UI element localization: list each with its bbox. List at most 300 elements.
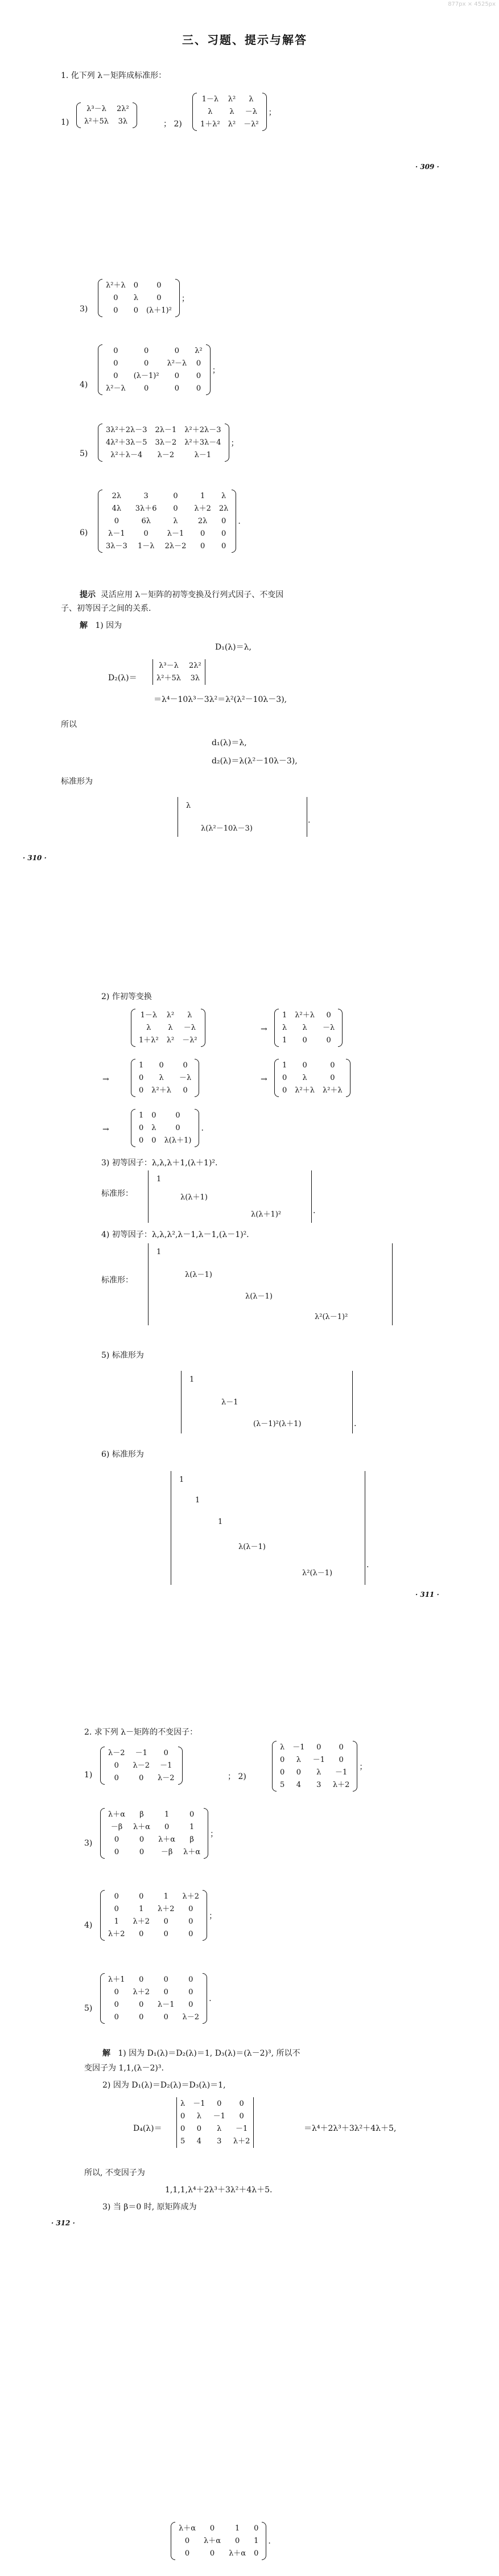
- period: .: [354, 1419, 357, 1428]
- punctuation: ；: [181, 294, 189, 303]
- std6-entry: λ(λ－1): [238, 1543, 266, 1551]
- hint-label: 提示: [80, 590, 96, 599]
- matrix-entry: 0: [296, 1768, 302, 1777]
- matrix-entry: 0: [221, 542, 226, 550]
- left-bracket: [100, 1890, 105, 1941]
- left-bracket: [100, 1808, 105, 1859]
- matrix-entry: λ: [159, 1074, 164, 1082]
- p2-solution-1: [102, 2048, 300, 2059]
- p1-m4-label: 4): [80, 380, 88, 389]
- matrix-entry: 0: [282, 1086, 287, 1095]
- matrix-entry: 0: [114, 2000, 119, 2009]
- matrix-entry: 0: [163, 2013, 168, 2022]
- matrix-entry: 0: [180, 2125, 185, 2133]
- matrix-entry: 0: [221, 517, 226, 525]
- solution-label: 解: [80, 621, 88, 630]
- matrix-entry: 1＋λ²: [139, 1036, 159, 1045]
- matrix-entry: －λ: [179, 1074, 192, 1082]
- matrix-entry: λ²: [166, 1036, 175, 1045]
- matrix-cells: [105, 1973, 203, 2024]
- matrix-entry: 0: [234, 2537, 240, 2545]
- hint-text-2: 子、初等因子之间的关系.: [61, 604, 151, 613]
- problem2-stem: 2. 求下列 λ－矩阵的不变因子：: [84, 1728, 198, 1737]
- right-bracket: [253, 2097, 254, 2148]
- matrix-entry: 0: [139, 1975, 144, 1984]
- std6-entry: 1: [218, 1518, 223, 1526]
- std-matrix-6: [171, 1471, 365, 1585]
- p2-so-label: 所以, 不变因子为: [84, 2168, 145, 2178]
- matrix-cells: [135, 1109, 195, 1147]
- matrix-entry: 0: [164, 1823, 170, 1831]
- matrix-entry: 3: [217, 2137, 222, 2146]
- matrix-cells: [105, 1808, 204, 1859]
- matrix-entry: λ－2: [133, 1761, 150, 1770]
- matrix-entry: 0: [174, 384, 180, 393]
- problem1-stem: 1. 化下列 λ－矩阵成标准形：: [61, 71, 167, 80]
- matrix-entry: 0: [188, 1917, 193, 1926]
- matrix-entry: 0: [139, 1086, 144, 1095]
- matrix-entry: λ－2: [157, 451, 175, 459]
- matrix-entry: 0: [175, 1111, 180, 1120]
- hint-text: 灵活应用 λ－矩阵的初等变换及行列式因子、不变因: [100, 590, 284, 599]
- p1-matrix-3: [98, 279, 189, 317]
- matrix-entry: 0: [188, 1988, 193, 1996]
- matrix-entry: 0: [196, 2125, 202, 2133]
- left-bracket: [171, 2522, 175, 2560]
- matrix-entry: 4λ: [112, 504, 122, 513]
- matrix-entry: 0: [339, 1756, 344, 1764]
- punctuation: .: [209, 1994, 212, 2003]
- matrix-entry: －1: [213, 2112, 225, 2121]
- matrix-entry: 0: [144, 347, 149, 355]
- matrix-entry: －1: [292, 1743, 305, 1752]
- matrix-entry: λ: [302, 1024, 307, 1032]
- matrix-entry: 0: [326, 1011, 331, 1020]
- page-number-309: · 309 ·: [415, 163, 439, 171]
- matrix-entry: λ: [196, 2112, 202, 2121]
- p1-matrix-1: [76, 102, 137, 128]
- matrix-entry: 0: [189, 1810, 195, 1819]
- transform-matrix-b: [274, 1009, 343, 1047]
- matrix-entry: λ(λ＋1): [164, 1136, 192, 1145]
- eq-d1: D₁(λ)＝λ,: [215, 643, 251, 652]
- matrix-entry: λ: [249, 95, 254, 104]
- matrix-entry: 0: [188, 2000, 193, 2009]
- punctuation: ；: [268, 108, 277, 117]
- matrix-entry: 0: [114, 1892, 119, 1901]
- matrix-entry: 0: [282, 1074, 287, 1082]
- eq-d4-determinant: [176, 2097, 254, 2148]
- matrix-entry: 0: [163, 1930, 168, 1938]
- matrix-cells: [277, 1741, 353, 1792]
- right-bracket: [232, 490, 236, 553]
- matrix-entry: λ－2: [108, 1749, 125, 1757]
- matrix-entry: 0: [151, 1136, 156, 1145]
- std4-entry: λ²(λ－1)²: [315, 1313, 348, 1321]
- p2-beta-zero-matrix: [171, 2522, 271, 2560]
- matrix-entry: λ²＋2λ－3: [184, 426, 221, 434]
- matrix-entry: 3: [143, 492, 149, 500]
- matrix-entry: λ－1: [108, 529, 125, 538]
- matrix-entry: 2λ²: [116, 105, 129, 113]
- matrix-entry: 2λ²: [188, 662, 201, 670]
- matrix-entry: λ²＋5λ: [84, 117, 109, 126]
- matrix-cells: [102, 490, 232, 553]
- matrix-entry: λ²＋λ: [106, 281, 126, 290]
- matrix-cells: [102, 424, 225, 462]
- matrix-entry: λ²: [195, 347, 203, 355]
- matrix-cells: [279, 1059, 346, 1097]
- matrix-entry: λ: [180, 2100, 185, 2108]
- right-bracket: [206, 344, 211, 395]
- matrix-entry: 1: [114, 1917, 119, 1926]
- period: .: [308, 816, 311, 825]
- left-bracket: [76, 102, 81, 128]
- matrix-entry: 0: [302, 1061, 307, 1070]
- p2-m3-label: 3): [84, 1839, 93, 1848]
- matrix-entry: λ²＋5λ: [156, 674, 181, 683]
- matrix-entry: λ: [217, 2125, 222, 2133]
- matrix-entry: λ²: [166, 1011, 175, 1020]
- matrix-entry: 0: [217, 2100, 222, 2108]
- matrix-entry: 1: [282, 1036, 287, 1045]
- matrix-entry: λ²－λ: [167, 359, 187, 368]
- matrix-entry: 0: [133, 306, 138, 315]
- std3-entry: λ(λ＋1)²: [251, 1210, 282, 1219]
- punctuation: ；: [212, 365, 220, 375]
- matrix-entry: 0: [188, 1930, 193, 1938]
- matrix-cells: [177, 2097, 253, 2148]
- matrix-entry: λ²＋λ－4: [110, 451, 143, 459]
- matrix-entry: 0: [139, 1848, 145, 1856]
- right-bracket: [175, 279, 180, 317]
- page-number-312: · 312 ·: [51, 2219, 75, 2227]
- punctuation: .: [268, 2536, 271, 2546]
- matrix-entry: 0: [156, 281, 162, 290]
- punctuation: ；: [210, 1829, 218, 1839]
- section-title: 三、习题、提示与解答: [182, 33, 307, 47]
- std-matrix-5: [181, 1371, 353, 1433]
- matrix-entry: 0: [139, 1930, 144, 1938]
- matrix-entry: －1: [335, 1768, 348, 1777]
- matrix-entry: 0: [113, 347, 118, 355]
- matrix-entry: λ＋2: [133, 1988, 150, 1996]
- matrix-entry: 0: [159, 1061, 164, 1070]
- matrix-entry: 3λ－3: [106, 542, 127, 550]
- left-bracket: [98, 490, 102, 553]
- matrix-entry: 0: [196, 359, 201, 368]
- matrix-entry: λ＋2: [332, 1781, 350, 1789]
- matrix-entry: 0: [139, 1136, 144, 1145]
- matrix-entry: λ²＋λ: [151, 1086, 171, 1095]
- sol2-intro: 2) 作初等变换: [101, 992, 152, 1001]
- punctuation: ；: [209, 1911, 217, 1921]
- matrix-entry: λ: [316, 1768, 321, 1777]
- p1-m5-label: 5): [80, 449, 88, 458]
- matrix-entry: 1＋λ²: [200, 120, 220, 129]
- right-bracket: [204, 1808, 208, 1859]
- std5-entry: 1: [189, 1375, 195, 1384]
- matrix-entry: λ－2: [182, 2013, 200, 2022]
- matrix-entry: －λ²: [244, 120, 259, 129]
- matrix-entry: 0: [173, 504, 178, 513]
- matrix-entry: 0: [174, 347, 180, 355]
- matrix-entry: 0: [200, 529, 205, 538]
- right-bracket: [203, 1890, 207, 1941]
- matrix-cells: [135, 1059, 195, 1097]
- std5-entry: λ－1: [221, 1398, 238, 1407]
- matrix-entry: 0: [114, 1761, 119, 1770]
- left-bracket: [131, 1009, 135, 1047]
- std-matrix-3: [148, 1170, 312, 1223]
- matrix-cells: [135, 1009, 201, 1047]
- matrix-entry: λ: [302, 1074, 307, 1082]
- p1-matrix-4: [98, 344, 220, 395]
- transform-arrow: →: [261, 1075, 267, 1084]
- left-bracket: [98, 279, 102, 317]
- matrix-entry: λ＋2: [182, 1892, 200, 1901]
- matrix-entry: λ: [168, 1024, 173, 1032]
- matrix-entry: 0: [174, 372, 180, 380]
- left-bracket: [131, 1109, 135, 1147]
- matrix-entry: λ: [296, 1756, 302, 1764]
- matrix-entry: 0: [113, 359, 118, 368]
- matrix-entry: 0: [156, 294, 162, 302]
- matrix-entry: 1: [139, 1111, 144, 1120]
- right-bracket: [195, 1059, 199, 1097]
- matrix-entry: λ＋2: [133, 1917, 150, 1926]
- matrix-entry: －1: [193, 2100, 205, 2108]
- matrix-entry: (λ＋1)²: [146, 306, 172, 315]
- std-matrix-1: [178, 797, 307, 837]
- matrix-entry: －1: [135, 1749, 147, 1757]
- matrix-entry: λ＋α: [158, 1835, 176, 1844]
- p1-matrix-5: [98, 424, 239, 462]
- punctuation: .: [238, 516, 241, 526]
- std4-entry: λ(λ－1): [245, 1292, 273, 1301]
- matrix-entry: 2λ－1: [155, 426, 177, 434]
- std-matrix-4: [148, 1243, 393, 1325]
- matrix-entry: 1: [234, 2524, 240, 2533]
- matrix-entry: 0: [133, 281, 138, 290]
- matrix-entry: λ＋α: [179, 2524, 196, 2533]
- transform-arrow: →: [261, 1025, 267, 1034]
- matrix-entry: 0: [196, 384, 201, 393]
- matrix-entry: 0: [114, 1988, 119, 1996]
- eq-d2-determinant: [152, 659, 205, 685]
- period: .: [366, 1560, 369, 1570]
- matrix-entry: λ＋α: [133, 1823, 151, 1831]
- std4-entry: λ(λ－1): [185, 1271, 212, 1279]
- transform-matrix-e: [131, 1109, 204, 1147]
- matrix-entry: λ: [151, 1124, 156, 1132]
- p2-m2-label: ； 2): [228, 1772, 246, 1781]
- matrix-entry: λ: [173, 517, 178, 525]
- matrix-entry: 0: [114, 517, 119, 525]
- matrix-entry: 0: [209, 2524, 215, 2533]
- matrix-cells: [175, 2522, 262, 2560]
- matrix-entry: λ＋α: [183, 1848, 201, 1856]
- p1-matrix-2: [192, 93, 277, 131]
- matrix-entry: 0: [330, 1061, 335, 1070]
- matrix-entry: 2λ－2: [164, 542, 187, 550]
- matrix-entry: 0: [302, 1036, 307, 1045]
- matrix-entry: －λ: [183, 1024, 196, 1032]
- matrix-entry: 2λ: [197, 517, 208, 525]
- matrix-entry: 0: [139, 1074, 144, 1082]
- matrix-entry: λ－1: [167, 529, 184, 538]
- matrix-cells: [105, 1890, 203, 1941]
- matrix-entry: 1: [282, 1011, 287, 1020]
- matrix-entry: 0: [184, 2549, 190, 2558]
- matrix-entry: 3: [316, 1781, 321, 1789]
- matrix-entry: λ: [229, 108, 234, 116]
- matrix-entry: 1: [163, 1892, 168, 1901]
- matrix-entry: λ＋2: [108, 1930, 125, 1938]
- matrix-entry: 0: [113, 306, 118, 315]
- eq-d2-lhs: D₂(λ)＝: [108, 673, 137, 683]
- matrix-entry: 2λ: [112, 492, 122, 500]
- matrix-entry: λ＋2: [158, 1905, 175, 1913]
- matrix-entry: 4: [196, 2137, 202, 2146]
- matrix-entry: 1－λ: [140, 1011, 158, 1020]
- matrix-entry: (λ－1)²: [133, 372, 159, 380]
- matrix-entry: 1: [139, 1905, 144, 1913]
- left-bracket: [192, 93, 197, 131]
- sol3-text: 3) 初等因子：λ,λ,λ＋1,(λ＋1)².: [101, 1158, 218, 1168]
- eq-small-d1: d₁(λ)＝λ,: [212, 738, 247, 747]
- matrix-cells: [105, 1747, 178, 1785]
- std6-entry: 1: [195, 1496, 200, 1505]
- matrix-cells: [279, 1009, 338, 1047]
- matrix-entry: 0: [139, 1774, 144, 1782]
- matrix-entry: 0: [188, 1905, 193, 1913]
- matrix-entry: λ: [280, 1743, 285, 1752]
- matrix-entry: 1: [139, 1061, 144, 1070]
- right-bracket: [195, 1109, 199, 1147]
- right-bracket: [178, 1747, 183, 1785]
- std3-entry: λ(λ＋1): [180, 1193, 208, 1202]
- std6-entry: λ²(λ－1): [302, 1569, 333, 1577]
- page-number-310: · 310 ·: [23, 854, 47, 862]
- eq-small-d2: d₂(λ)＝λ(λ²－10λ－3),: [212, 757, 298, 766]
- left-bracket: [274, 1059, 279, 1097]
- matrix-entry: 0: [254, 2524, 259, 2533]
- matrix-entry: λ－1: [194, 451, 212, 459]
- left-bracket: [100, 1973, 105, 2024]
- matrix-entry: 0: [221, 529, 226, 538]
- matrix-entry: 0: [196, 372, 201, 380]
- solution-1-intro: [80, 621, 122, 631]
- matrix-entry: 1－λ: [137, 542, 155, 550]
- punctuation: ；: [359, 1762, 368, 1772]
- matrix-entry: λ²＋λ: [295, 1011, 315, 1020]
- matrix-entry: 0: [280, 1756, 285, 1764]
- matrix-entry: λ＋α: [229, 2549, 246, 2558]
- matrix-entry: 0: [163, 1975, 168, 1984]
- right-bracket: [133, 102, 137, 128]
- right-bracket: [203, 1973, 207, 2024]
- matrix-entry: 6λ: [141, 517, 151, 525]
- p2-sol1-text: 1) 因为 D₁(λ)＝D₂(λ)＝1, D₃(λ)＝(λ－2)³, 所以不: [118, 2049, 300, 2058]
- matrix-cells: [197, 93, 262, 131]
- matrix-entry: 0: [280, 1768, 285, 1777]
- matrix-entry: λ²: [228, 120, 236, 129]
- matrix-entry: 0: [114, 1848, 119, 1856]
- transform-arrow: →: [102, 1125, 109, 1134]
- watermark: 877px × 4525px: [448, 1, 496, 7]
- matrix-entry: 2λ: [218, 504, 229, 513]
- std5-entry: (λ－1)²(λ＋1): [253, 1420, 302, 1428]
- p2-matrix-2: [272, 1741, 367, 1792]
- matrix-entry: λ: [187, 1011, 192, 1020]
- matrix-entry: 0: [139, 1835, 145, 1844]
- matrix-entry: β: [189, 1835, 194, 1844]
- matrix-entry: 0: [316, 1743, 321, 1752]
- matrix-entry: －λ: [322, 1024, 335, 1032]
- std4-entry: 1: [156, 1248, 162, 1256]
- matrix-entry: 4: [296, 1781, 302, 1789]
- matrix-entry: 3λ－2: [155, 438, 177, 447]
- matrix-entry: 3λ: [118, 117, 128, 126]
- matrix-entry: 0: [239, 2100, 244, 2108]
- p1-m6-label: 6): [80, 528, 88, 537]
- matrix-entry: 0: [330, 1074, 335, 1082]
- matrix-entry: 0: [114, 2013, 119, 2022]
- matrix-entry: λ－2: [158, 1774, 175, 1782]
- transform-arrow: →: [102, 1075, 109, 1084]
- p2-m5-label: 5): [84, 2004, 93, 2013]
- matrix-entry: 3λ: [190, 674, 200, 683]
- matrix-entry: λ²＋λ: [322, 1086, 343, 1095]
- std1-entry: λ: [186, 802, 191, 810]
- matrix-entry: 0: [114, 1835, 119, 1844]
- matrix-entry: 0: [114, 1774, 119, 1782]
- matrix-entry: 1: [254, 2537, 259, 2545]
- left-bracket: [272, 1741, 277, 1792]
- matrix-entry: 5: [180, 2137, 185, 2146]
- matrix-entry: 0: [254, 2549, 259, 2558]
- matrix-entry: λ＋2: [233, 2137, 250, 2146]
- p1-matrix-6: [98, 490, 241, 553]
- matrix-entry: 0: [114, 1905, 119, 1913]
- matrix-entry: －1: [160, 1761, 172, 1770]
- punctuation: .: [201, 1123, 204, 1133]
- matrix-entry: 0: [144, 384, 149, 393]
- matrix-entry: 0: [139, 1892, 144, 1901]
- matrix-entry: λ: [208, 108, 213, 116]
- matrix-entry: 0: [173, 492, 178, 500]
- matrix-entry: －λ²: [182, 1036, 197, 1045]
- p2-matrix-5: [100, 1973, 212, 2024]
- p2-matrix-1: [100, 1747, 183, 1785]
- matrix-entry: λ²＋3λ－4: [184, 438, 221, 447]
- matrix-entry: 0: [200, 542, 205, 550]
- matrix-entry: λ＋α: [108, 1810, 126, 1819]
- matrix-entry: －λ: [245, 108, 258, 116]
- sol4-text: 4) 初等因子：λ,λ,λ²,λ－1,λ－1,(λ－1)².: [101, 1230, 249, 1239]
- left-bracket: [131, 1059, 135, 1097]
- matrix-entry: 0: [326, 1036, 331, 1045]
- right-bracket: [225, 424, 229, 462]
- matrix-entry: 1: [164, 1810, 170, 1819]
- left-bracket: [274, 1009, 279, 1047]
- matrix-entry: 0: [163, 1749, 168, 1757]
- matrix-entry: －β: [160, 1848, 173, 1856]
- matrix-entry: λ²－λ: [106, 384, 126, 393]
- matrix-entry: λ＋α: [204, 2537, 221, 2545]
- matrix-entry: 0: [188, 1975, 193, 1984]
